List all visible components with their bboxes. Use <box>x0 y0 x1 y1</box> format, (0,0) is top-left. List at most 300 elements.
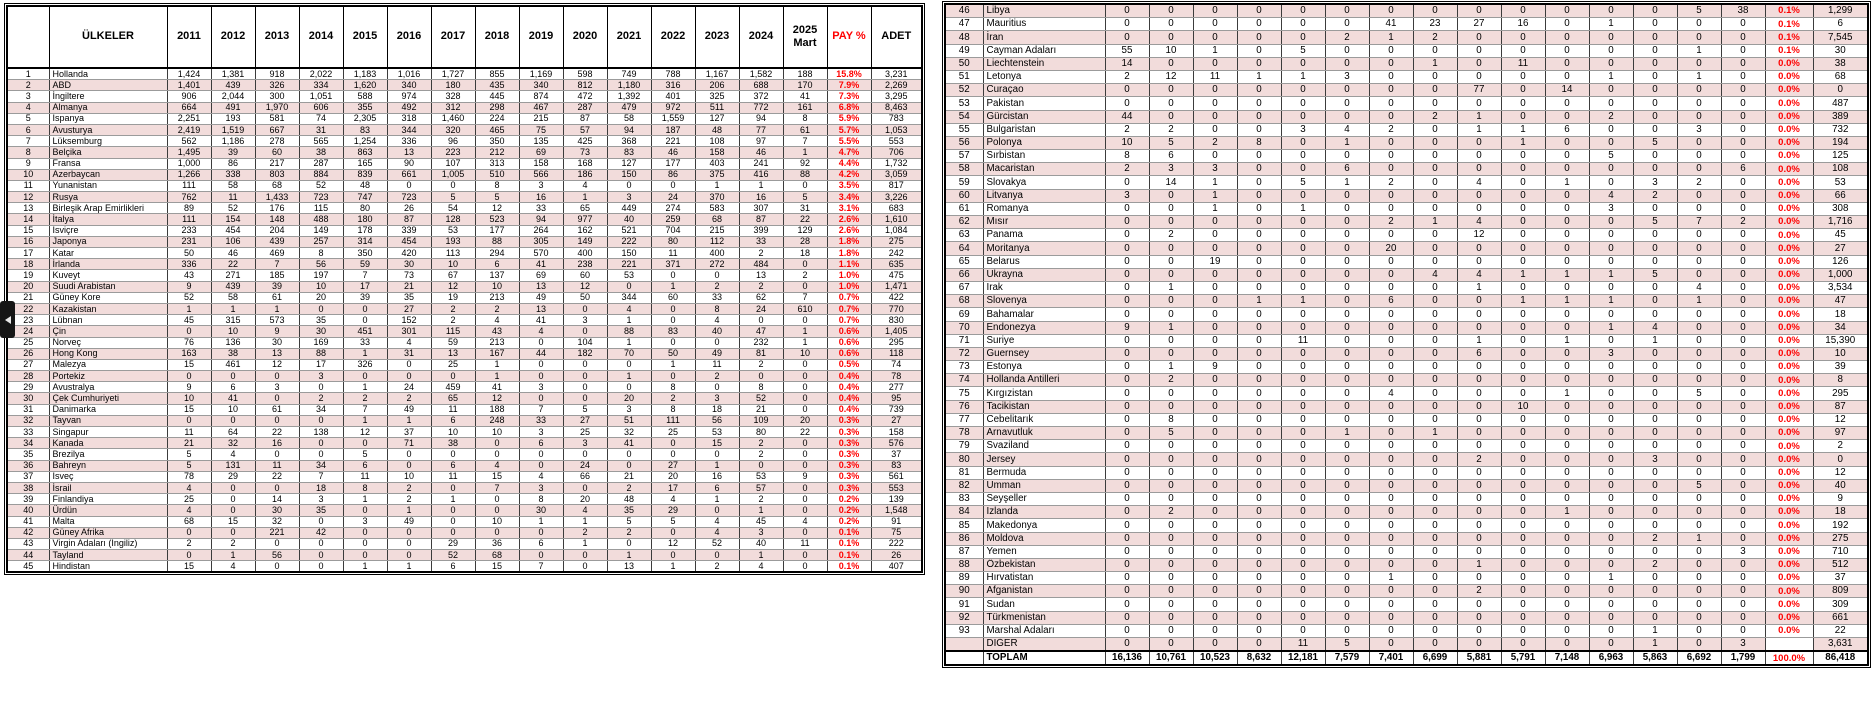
cell-value: 0 <box>1281 374 1325 387</box>
cell-value: 0 <box>1501 202 1545 215</box>
cell-value: 4 <box>211 561 255 573</box>
cell-value: 1,401 <box>167 80 211 91</box>
cell-value: 11 <box>695 359 739 370</box>
left-table <box>6 5 923 573</box>
country-name: Bermuda <box>983 466 1105 479</box>
pay-percent: 0.0% <box>1765 97 1813 110</box>
pay-percent: 0.0% <box>1765 374 1813 387</box>
cell-value: 1,392 <box>607 91 651 102</box>
cell-value: 11 <box>431 404 475 415</box>
country-name: Brezilya <box>49 449 167 460</box>
cell-value: 1,180 <box>607 80 651 91</box>
cell-value: 1 <box>1193 176 1237 189</box>
cell-value: 57 <box>739 482 783 493</box>
cell-value: 0 <box>1457 506 1501 519</box>
cell-value: 0 <box>1149 532 1193 545</box>
pay-percent: 0.4% <box>827 371 871 382</box>
cell-value: 3 <box>607 192 651 203</box>
cell-value: 34 <box>299 404 343 415</box>
cell-value: 0 <box>1633 347 1677 360</box>
cell-value: 14 <box>1149 176 1193 189</box>
cell-value: 87 <box>739 214 783 225</box>
cell-value: 11 <box>783 538 827 549</box>
cell-value: 581 <box>255 113 299 124</box>
country-row <box>945 638 1868 652</box>
cell-value: 0 <box>1325 4 1369 18</box>
pay-percent: 0.0% <box>1765 189 1813 202</box>
cell-value: 0 <box>1589 163 1633 176</box>
cell-value: 13 <box>607 561 651 573</box>
country-name: Kırgızistan <box>983 387 1105 400</box>
country-name: Tayland <box>49 550 167 561</box>
cell-value: 10 <box>211 404 255 415</box>
row-number: 9 <box>7 158 49 169</box>
country-row <box>7 248 922 259</box>
cell-value: 0 <box>1501 413 1545 426</box>
pay-percent-column-header: PAY % <box>827 6 871 68</box>
row-number: 15 <box>7 225 49 236</box>
cell-value: 0 <box>1589 84 1633 97</box>
country-row <box>7 516 922 527</box>
cell-value: 34 <box>299 460 343 471</box>
cell-value: 5 <box>563 404 607 415</box>
country-name: Yunanistan <box>49 180 167 191</box>
cell-value: 2 <box>783 270 827 281</box>
cell-value: 8 <box>475 180 519 191</box>
cell-value: 0 <box>1193 466 1237 479</box>
cell-value: 37 <box>387 427 431 438</box>
cell-value: 39 <box>255 281 299 292</box>
pay-percent: 0.0% <box>1765 202 1813 215</box>
cell-value: 1 <box>1589 70 1633 83</box>
cell-value: 0 <box>1457 545 1501 558</box>
adet-value: 27 <box>871 415 922 426</box>
cell-value: 0 <box>1545 347 1589 360</box>
cell-value: 49 <box>695 348 739 359</box>
cell-value: 42 <box>299 527 343 538</box>
cell-value: 74 <box>299 113 343 124</box>
cell-value: 0 <box>1633 427 1677 440</box>
cell-value: 9 <box>1105 321 1149 334</box>
cell-value: 0 <box>783 281 827 292</box>
country-name: İsveç <box>49 471 167 482</box>
cell-value: 0 <box>1281 387 1325 400</box>
cell-value: 104 <box>563 337 607 348</box>
cell-value: 0 <box>1281 150 1325 163</box>
cell-value: 2,419 <box>167 124 211 135</box>
cell-value: 1 <box>1325 427 1369 440</box>
cell-value: 0 <box>1193 427 1237 440</box>
cell-value: 0 <box>1237 4 1281 18</box>
cell-value: 1 <box>607 371 651 382</box>
adet-value: 635 <box>871 259 922 270</box>
cell-value: 0 <box>1237 427 1281 440</box>
cell-value: 15 <box>475 561 519 573</box>
cell-value: 0 <box>1413 374 1457 387</box>
cell-value: 0 <box>1281 18 1325 31</box>
cell-value: 1,051 <box>299 91 343 102</box>
cell-value: 0 <box>1105 242 1149 255</box>
cell-value: 1 <box>1633 624 1677 637</box>
cell-value: 0 <box>1369 638 1413 652</box>
cell-value: 0 <box>1193 321 1237 334</box>
pay-percent: 0.6% <box>827 337 871 348</box>
cell-value: 0 <box>255 371 299 382</box>
cell-value: 0 <box>1721 400 1765 413</box>
cell-value: 9 <box>167 382 211 393</box>
adet-value: 661 <box>1813 611 1868 624</box>
cell-value: 0 <box>607 281 651 292</box>
cell-value: 315 <box>211 315 255 326</box>
cell-value: 0 <box>1677 268 1721 281</box>
adet-value: 37 <box>871 449 922 460</box>
country-row <box>7 427 922 438</box>
country-name: Macaristan <box>983 163 1105 176</box>
cell-value: 39 <box>211 147 255 158</box>
cell-value: 27 <box>1457 18 1501 31</box>
row-number: 21 <box>7 292 49 303</box>
cell-value: 0 <box>1281 611 1325 624</box>
adet-value: 27 <box>1813 242 1868 255</box>
cell-value: 15 <box>167 404 211 415</box>
cell-value: 0 <box>1457 202 1501 215</box>
row-number: 55 <box>945 123 983 136</box>
right-table <box>944 3 1869 666</box>
cell-value: 0 <box>1193 479 1237 492</box>
cell-value: 49 <box>387 516 431 527</box>
cell-value: 3 <box>1721 545 1765 558</box>
cell-value: 0 <box>1193 123 1237 136</box>
adet-value: 12 <box>1813 466 1868 479</box>
adet-value: 683 <box>871 203 922 214</box>
country-row <box>945 123 1868 136</box>
cell-value: 0 <box>1677 334 1721 347</box>
cell-value: 0 <box>1589 387 1633 400</box>
pay-percent: 1.0% <box>827 281 871 292</box>
cell-value: 0 <box>783 494 827 505</box>
cell-value: 0 <box>783 382 827 393</box>
row-number: 84 <box>945 506 983 519</box>
cell-value: 0 <box>1501 374 1545 387</box>
cell-value: 21 <box>167 438 211 449</box>
cell-value: 162 <box>563 225 607 236</box>
cell-value: 0 <box>1325 57 1369 70</box>
cell-value: 0 <box>1105 347 1149 360</box>
cell-value: 371 <box>651 259 695 270</box>
cell-value: 0 <box>1545 31 1589 44</box>
cell-value: 403 <box>695 158 739 169</box>
cell-value: 0 <box>1545 150 1589 163</box>
cell-value: 197 <box>299 270 343 281</box>
pay-percent: 4.4% <box>827 158 871 169</box>
adet-value: 277 <box>871 382 922 393</box>
adet-value: 87 <box>1813 400 1868 413</box>
cell-value: 0 <box>1281 585 1325 598</box>
cell-value: 0 <box>1237 281 1281 294</box>
cell-value: 28 <box>783 236 827 247</box>
cell-value: 0 <box>1237 176 1281 189</box>
cell-value: 0 <box>1721 598 1765 611</box>
cell-value: 0 <box>1633 440 1677 453</box>
adet-value: 0 <box>1813 453 1868 466</box>
cell-value: 11 <box>211 192 255 203</box>
cell-value: 1 <box>431 494 475 505</box>
pay-percent: 0.2% <box>827 516 871 527</box>
country-name: Avusturya <box>49 124 167 135</box>
cell-value: 0 <box>1237 387 1281 400</box>
cell-value: 39 <box>343 292 387 303</box>
cell-value: 0 <box>1193 519 1237 532</box>
cell-value: 0 <box>1589 216 1633 229</box>
cell-value: 0 <box>1677 466 1721 479</box>
cell-value: 0 <box>1501 440 1545 453</box>
cell-value: 111 <box>167 180 211 191</box>
cell-value: 75 <box>519 124 563 135</box>
cell-value: 0 <box>1105 31 1149 44</box>
cell-value: 1 <box>475 359 519 370</box>
cell-value: 8 <box>1237 136 1281 149</box>
cell-value: 6 <box>519 538 563 549</box>
cell-value: 10,523 <box>1193 651 1237 665</box>
row-number: 65 <box>945 255 983 268</box>
cell-value: 13 <box>519 303 563 314</box>
country-row <box>7 292 922 303</box>
cell-value: 0 <box>1369 150 1413 163</box>
cell-value: 0 <box>431 482 475 493</box>
cell-value: 0 <box>431 516 475 527</box>
country-name: Virgin Adaları (İngiliz) <box>49 538 167 549</box>
cell-value: 0 <box>1369 466 1413 479</box>
cell-value: 177 <box>651 158 695 169</box>
cell-value: 0 <box>1721 466 1765 479</box>
cell-value: 3 <box>1105 189 1149 202</box>
country-row <box>7 147 922 158</box>
pay-percent: 0.3% <box>827 460 871 471</box>
cell-value: 215 <box>519 113 563 124</box>
cell-value: 0 <box>1501 4 1545 18</box>
cell-value: 0 <box>431 449 475 460</box>
cell-value: 1,254 <box>343 136 387 147</box>
cell-value: 0 <box>1325 453 1369 466</box>
pay-percent: 5.7% <box>827 124 871 135</box>
cell-value: 344 <box>607 292 651 303</box>
cell-value: 0 <box>387 550 431 561</box>
cell-value: 0 <box>1325 545 1369 558</box>
cell-value: 325 <box>695 91 739 102</box>
country-row <box>7 393 922 404</box>
adet-value: 66 <box>1813 189 1868 202</box>
country-row <box>7 80 922 91</box>
cell-value: 5 <box>1149 427 1193 440</box>
country-name: Malta <box>49 516 167 527</box>
cell-value: 1 <box>1501 295 1545 308</box>
country-row <box>945 308 1868 321</box>
cell-value: 1 <box>343 494 387 505</box>
cell-value: 0 <box>1721 136 1765 149</box>
country-row <box>7 494 922 505</box>
cell-value: 0 <box>1457 361 1501 374</box>
cell-value: 24 <box>563 460 607 471</box>
pay-percent: 0.0% <box>1765 598 1813 611</box>
cell-value: 0 <box>1545 585 1589 598</box>
cell-value: 1 <box>1281 202 1325 215</box>
country-name: Panama <box>983 229 1105 242</box>
country-row <box>945 400 1868 413</box>
cell-value: 0 <box>299 538 343 549</box>
cell-value: 4 <box>167 505 211 516</box>
cell-value: 0 <box>1281 466 1325 479</box>
cell-value: 0 <box>1325 347 1369 360</box>
cell-value: 83 <box>607 147 651 158</box>
pay-percent: 0.0% <box>1765 466 1813 479</box>
cell-value: 1 <box>1193 189 1237 202</box>
cell-value: 5 <box>651 516 695 527</box>
cell-value: 2 <box>1633 532 1677 545</box>
cell-value: 0 <box>1237 110 1281 123</box>
cell-value: 14 <box>255 494 299 505</box>
cell-value: 0 <box>1677 31 1721 44</box>
adet-value: 30 <box>1813 44 1868 57</box>
cell-value: 0 <box>1677 321 1721 334</box>
cell-value: 19 <box>1193 255 1237 268</box>
cell-value: 0 <box>783 393 827 404</box>
cell-value: 0 <box>1633 598 1677 611</box>
cell-value: 12 <box>1149 70 1193 83</box>
country-name: Liechtenstein <box>983 57 1105 70</box>
sidebar-collapse-handle[interactable] <box>0 301 15 338</box>
pay-percent: 5.9% <box>827 113 871 124</box>
adet-value: 275 <box>1813 532 1868 545</box>
cell-value: 0 <box>1325 84 1369 97</box>
cell-value: 0 <box>431 527 475 538</box>
row-number: 29 <box>7 382 49 393</box>
row-number: 62 <box>945 216 983 229</box>
row-number: 16 <box>7 236 49 247</box>
cell-value: 350 <box>475 136 519 147</box>
cell-value: 53 <box>695 427 739 438</box>
cell-value: 0 <box>1501 97 1545 110</box>
country-row <box>945 18 1868 31</box>
adet-value: 15,390 <box>1813 334 1868 347</box>
cell-value: 2,251 <box>167 113 211 124</box>
cell-value: 0 <box>1589 308 1633 321</box>
cell-value: 0 <box>1369 229 1413 242</box>
country-row <box>945 202 1868 215</box>
cell-value: 46 <box>211 248 255 259</box>
cell-value: 1 <box>1589 572 1633 585</box>
cell-value: 115 <box>431 326 475 337</box>
pay-percent: 0.1% <box>1765 31 1813 44</box>
cell-value: 0 <box>211 371 255 382</box>
cell-value: 41 <box>607 438 651 449</box>
cell-value: 0 <box>211 505 255 516</box>
cell-value: 3 <box>519 427 563 438</box>
cell-value: 0 <box>343 505 387 516</box>
country-name: Bahreyn <box>49 460 167 471</box>
pay-percent: 4.2% <box>827 169 871 180</box>
cell-value: 1 <box>783 147 827 158</box>
cell-value: 257 <box>299 236 343 247</box>
cell-value: 1,183 <box>343 68 387 80</box>
country-name: İspanya <box>49 113 167 124</box>
cell-value: 4 <box>1457 216 1501 229</box>
cell-value: 0 <box>1545 598 1589 611</box>
country-name: Ürdün <box>49 505 167 516</box>
cell-value: 5 <box>607 516 651 527</box>
cell-value: 0 <box>1721 413 1765 426</box>
cell-value: 0 <box>1721 572 1765 585</box>
cell-value: 0 <box>211 482 255 493</box>
adet-value: 8 <box>1813 374 1868 387</box>
adet-value: 422 <box>871 292 922 303</box>
cell-value: 0 <box>1413 598 1457 611</box>
row-number: 25 <box>7 337 49 348</box>
country-name: Kanada <box>49 438 167 449</box>
pay-percent: 0.7% <box>827 315 871 326</box>
cell-value: 224 <box>475 113 519 124</box>
pay-percent: 1.1% <box>827 259 871 270</box>
cell-value: 0 <box>1501 308 1545 321</box>
cell-value: 0 <box>1325 334 1369 347</box>
adet-value: 8,463 <box>871 102 922 113</box>
cell-value: 88 <box>299 348 343 359</box>
cell-value: 5 <box>1149 136 1193 149</box>
cell-value: 0 <box>1369 189 1413 202</box>
cell-value: 1 <box>695 460 739 471</box>
cell-value: 0 <box>1369 44 1413 57</box>
cell-value: 2 <box>563 527 607 538</box>
country-row <box>945 268 1868 281</box>
cell-value: 0 <box>1281 532 1325 545</box>
cell-value: 0 <box>1325 532 1369 545</box>
cell-value: 0 <box>1633 31 1677 44</box>
country-name: Yemen <box>983 545 1105 558</box>
cell-value: 0 <box>387 527 431 538</box>
pay-percent: 2.6% <box>827 214 871 225</box>
cell-value: 2 <box>387 482 431 493</box>
country-name: Polonya <box>983 136 1105 149</box>
cell-value: 0 <box>1281 400 1325 413</box>
cell-value: 0 <box>1457 97 1501 110</box>
row-number: 80 <box>945 453 983 466</box>
cell-value: 241 <box>739 158 783 169</box>
year-column-header: 2023 <box>695 6 739 68</box>
cell-value: 0 <box>1721 611 1765 624</box>
cell-value: 0 <box>1589 440 1633 453</box>
cell-value: 182 <box>563 348 607 359</box>
cell-value: 0 <box>1149 4 1193 18</box>
cell-value: 1 <box>1677 70 1721 83</box>
pay-percent: 0.0% <box>1765 440 1813 453</box>
cell-value: 0 <box>1237 611 1281 624</box>
row-number: 54 <box>945 110 983 123</box>
cell-value: 0 <box>1237 532 1281 545</box>
cell-value: 5 <box>1677 4 1721 18</box>
adet-value: 1,471 <box>871 281 922 292</box>
cell-value: 0 <box>1545 638 1589 652</box>
country-name: Moldova <box>983 532 1105 545</box>
cell-value: 974 <box>387 91 431 102</box>
cell-value: 0 <box>1677 492 1721 505</box>
cell-value: 12 <box>431 281 475 292</box>
cell-value: 0 <box>1281 519 1325 532</box>
cell-value: 59 <box>343 259 387 270</box>
cell-value: 0 <box>1721 110 1765 123</box>
adet-value: 47 <box>1813 295 1868 308</box>
cell-value: 0 <box>1105 84 1149 97</box>
adet-value: 1,084 <box>871 225 922 236</box>
cell-value: 0 <box>1501 229 1545 242</box>
